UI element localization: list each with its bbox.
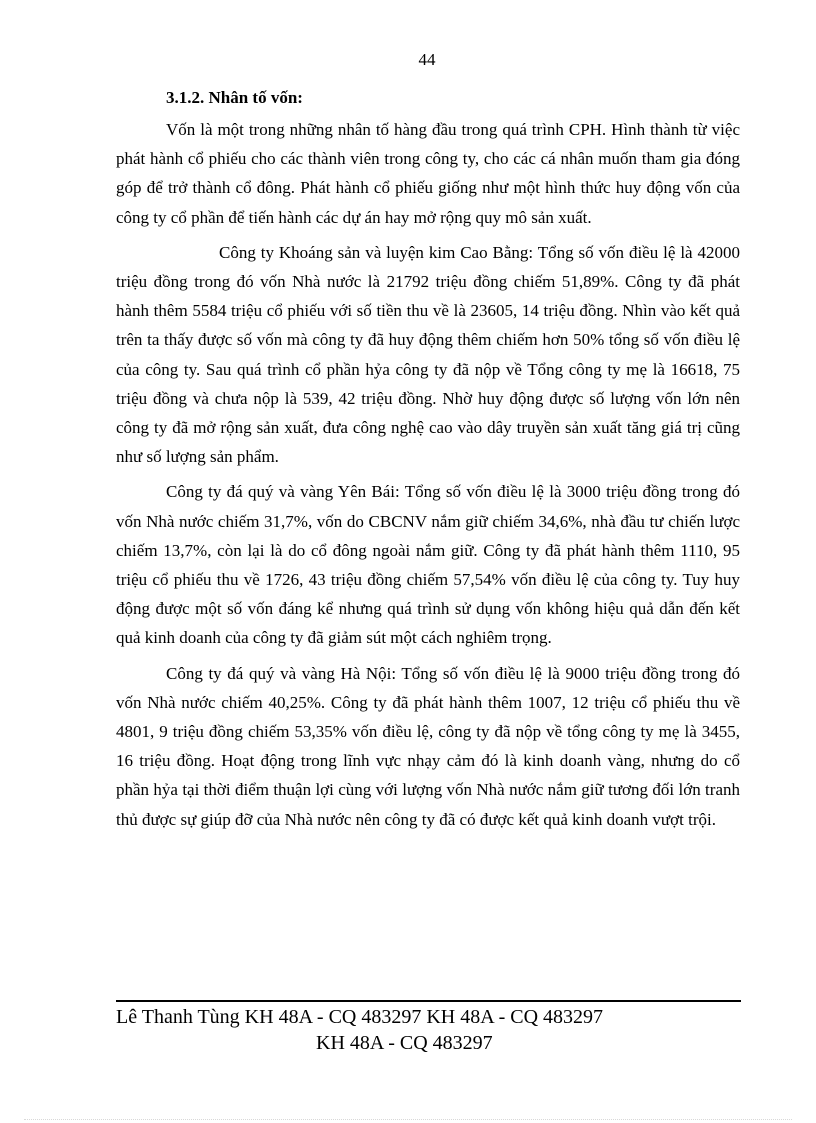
page-bottom-dotted-line — [24, 1119, 792, 1120]
paragraph-intro: Vốn là một trong những nhân tố hàng đầu trong quá trình CPH. Hình thành từ việc phát hành cổ phiếu cho các thành viên trong công ty, cho các cá nhân muốn tham gia đóng góp để trở thành cổ đông. Phát hành cổ phiếu giống như một hình thức huy động vốn của công ty cổ phần để tiến hành các dự án hay mở rộng quy mô sản xuất. — [116, 120, 740, 227]
footer-author-line: Lê Thanh Tùng KH 48A - CQ 483297 KH 48A - CQ 483297 — [116, 1006, 604, 1028]
footer — [116, 1004, 741, 1056]
paragraph-cao-bang: Công ty Khoáng sản và luyện kim Cao Bằng: Tổng số vốn điều lệ là 42000 triệu đồng trong đó vốn Nhà nước là 21792 triệu đồng chiếm 51,89%. Công ty đã phát hành thêm 5584 triệu cổ phiếu với số tiền thu về là 23605, 14 triệu đồng. Nhìn vào kết quả trên ta thấy được số vốn mà công ty đã huy động thêm chiếm hơn 50% tổng số vốn điều lệ của công ty. Sau quá trình cổ phần hỷa công ty đã nộp về Tổng công ty mẹ là 16618, 75 triệu đồng và chưa nộp là 539, 42 triệu đồng. Nhờ huy động được số lượng vốn lớn nên công ty đã mở rộng sản xuất, đưa công nghệ cao vào dây truyền sản xuất tăng giá trị cũng như số lượng sản phẩm. — [116, 242, 740, 467]
footer-class-line: KH 48A - CQ 483297 — [316, 1032, 493, 1054]
page-number: 44 — [418, 50, 436, 69]
footer-divider — [116, 1000, 741, 1002]
paragraph-ha-noi: Công ty đá quý và vàng Hà Nội: Tổng số vốn điều lệ là 9000 triệu đồng trong đó vốn Nhà nước chiếm 40,25%. Công ty đã phát hành thêm 1007, 12 triệu cổ phiếu thu về 4801, 9 triệu đồng chiếm 53,35% vốn điều lệ, công ty đã nộp về tổng công ty mẹ là 3455, 16 triệu đồng. Hoạt động trong lĩnh vực nhạy cảm đó là kinh doanh vàng, nhưng do cổ phần hỷa tại thời điểm thuận lợi cùng với lượng vốn Nhà nước nắm giữ tương đối lớn tranh thủ được sự giúp đỡ của Nhà nước nên công ty đã có được kết quả kinh doanh vượt trội. — [116, 663, 740, 829]
paragraph-yen-bai: Công ty đá quý và vàng Yên Bái: Tổng số vốn điều lệ là 3000 triệu đồng trong đó vốn Nhà nước chiếm 31,7%, vốn do CBCNV nắm giữ chiếm 34,6%, nhà đầu tư chiến lược chiếm 13,7%, còn lại là do cổ đông ngoài nắm giữ. Công ty đã phát hành thêm 1110, 95 triệu cổ phiếu thu về 1726, 43 triệu đồng chiếm 57,54% vốn điều lệ của công ty. Tuy huy động được một số vốn đáng kể nhưng quá trình sử dụng vốn không hiệu quả dẫn đến kết quả kinh doanh của công ty đã giảm sút một cách nghiêm trọng. — [116, 482, 740, 648]
section-heading: 3.1.2. Nhân tố vốn: — [166, 88, 303, 107]
document-body — [116, 83, 740, 840]
